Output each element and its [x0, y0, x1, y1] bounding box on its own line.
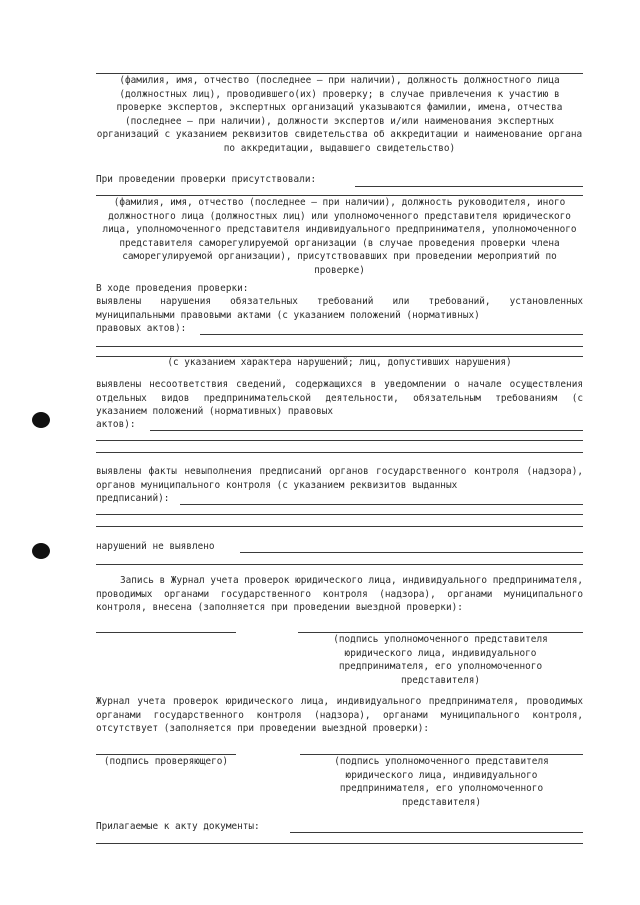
mismatch-line-2 [96, 440, 583, 441]
journal-absent-text: Журнал учета проверок юридического лица, индивидуального предпринимателя, проводимых органами государственного контроля (надзора), органами муниципального контроля, отсутствует (заполняется при проведении выездной проверки): [96, 696, 583, 734]
punch-hole-top [32, 412, 50, 428]
present-label: При проведении проверки присутствовали: [96, 174, 317, 185]
none-found-label: нарушений не выявлено [96, 541, 215, 552]
orders-text: выявлены факты невыполнения предписаний органов государственного контроля (надзора), органов муниципального контроля (с указанием реквизитов выданных [96, 466, 583, 491]
attachments-line-1 [290, 832, 583, 833]
mismatch-text: выявлены несоответствия сведений, содержащихся в уведомлении о начале осуществления отдельных видов предпринимательской деятельности, обязательным требованиям (с указанием положений (нормативных) правовых [96, 379, 583, 417]
none-found-line-1 [240, 552, 583, 553]
rep-sign-caption: (подпись уполномоченного представителя юридического лица, индивидуального предпринимателя, его уполномоченного представителя) [334, 756, 549, 808]
violations-text: выявлены нарушения обязательных требований или требований, установленных муниципальными правовыми актами (с указанием положений (нормативных) [96, 296, 583, 321]
mismatch-tail: актов): [96, 419, 136, 430]
orders-line-2 [96, 514, 583, 515]
violations-line-2 [96, 346, 583, 347]
attachments-label: Прилагаемые к акту документы: [96, 821, 260, 832]
attachments-line-2 [96, 843, 583, 844]
orders-line-1 [180, 504, 583, 505]
none-found-line-2 [96, 564, 583, 565]
mismatch-line-1 [150, 430, 583, 431]
journal-entry-date-line [96, 632, 236, 633]
punch-hole-bottom [32, 543, 50, 559]
inspector-sign-caption: (подпись проверяющего) [103, 756, 229, 767]
violations-tail: правовых актов): [96, 323, 187, 334]
present-line-1 [355, 186, 583, 187]
violations-caption: (с указанием характера нарушений; лиц, допустивших нарушения) [167, 357, 512, 368]
top-caption: (фамилия, имя, отчество (последнее – при наличии), должность должностного лица (должностных лиц), проводившего(их) проверку; в случае привлечения к участию в проверке экспертов, экспертных организаций указываются фамилии, имена, отчества (последнее – при наличии), должности экспертов и/или наименования экспертных организаций с указанием реквизитов свидетельства об аккредитации и наименование органа по аккредитации, выдавшего свидетельство) [96, 75, 583, 154]
present-caption: (фамилия, имя, отчество (последнее – при наличии), должность руководителя, иного должностного лица (должностных лиц) или уполномоченного представителя юридического лица, уполномоченного представителя индивидуального предпринимателя, уполномоченного представителя саморегулируемой организации (в случае проведения проверки члена саморегулируемой организации), присутствовавших при проведении мероприятий по проверке) [102, 197, 577, 276]
mismatch-line-3 [96, 452, 583, 453]
journal-entry-text: Запись в Журнал учета проверок юридического лица, индивидуального предпринимателя, проводимых органами государственного контроля (надзора), органами муниципального контроля, внесена (заполняется при проведении выездной проверки): [96, 575, 583, 613]
orders-tail: предписаний): [96, 493, 170, 504]
violations-line-1 [200, 334, 583, 335]
orders-line-3 [96, 526, 583, 527]
journal-entry-sign-caption: (подпись уполномоченного представителя юридического лица, индивидуального предпринимателя, его уполномоченного представителя) [333, 634, 548, 686]
findings-heading: В ходе проведения проверки: [96, 283, 249, 294]
